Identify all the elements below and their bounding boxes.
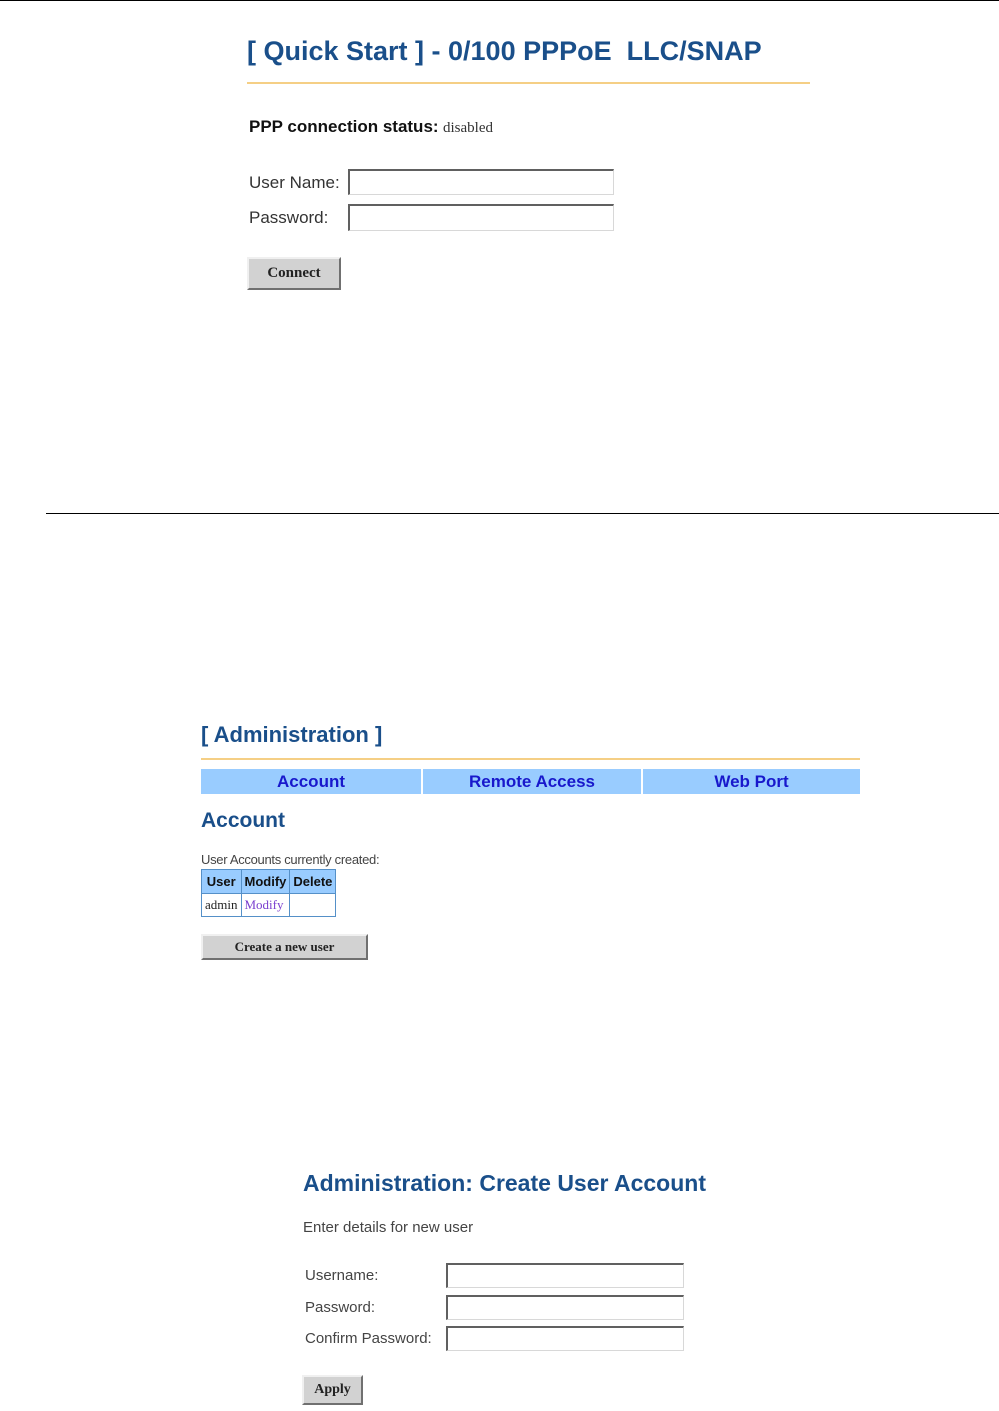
administration-title-underline — [201, 758, 860, 760]
tab-remote-access[interactable]: Remote Access — [423, 769, 641, 794]
ppp-status-label: PPP connection status: — [249, 117, 439, 136]
apply-button[interactable]: Apply — [302, 1375, 363, 1405]
username-label: User Name: — [249, 173, 340, 192]
column-header-modify: Modify — [241, 870, 290, 894]
confirm-password-label: Confirm Password: — [305, 1330, 432, 1347]
ppp-status-row — [249, 117, 493, 137]
top-rule — [0, 0, 999, 1]
accounts-caption: User Accounts currently created: — [201, 852, 380, 867]
tab-web-port[interactable]: Web Port — [643, 769, 860, 794]
column-header-delete: Delete — [290, 870, 336, 894]
administration-title: [ Administration ] — [201, 722, 383, 747]
column-header-user: User — [202, 870, 242, 894]
accounts-table-header — [202, 870, 336, 894]
cell-delete — [290, 894, 336, 917]
tab-account[interactable]: Account — [201, 769, 421, 794]
account-section-title: Account — [201, 809, 285, 832]
new-password-input[interactable] — [446, 1295, 684, 1320]
modify-link[interactable]: Modify — [241, 894, 290, 917]
username-input[interactable] — [348, 169, 614, 195]
new-username-input[interactable] — [446, 1263, 684, 1288]
password-input[interactable] — [348, 204, 614, 231]
connect-button[interactable]: Connect — [247, 257, 341, 290]
quick-start-title: [ Quick Start ] - 0/100 PPPoE LLC/SNAP — [247, 36, 762, 66]
separator-rule — [46, 513, 999, 514]
cell-user: admin — [202, 894, 242, 917]
accounts-table — [201, 869, 336, 917]
new-password-label: Password: — [305, 1299, 376, 1316]
password-label: Password: — [249, 208, 329, 227]
ppp-status-value: disabled — [443, 120, 494, 136]
confirm-password-input[interactable] — [446, 1326, 684, 1351]
create-user-title: Administration: Create User Account — [303, 1170, 706, 1196]
new-username-label: Username: — [305, 1267, 379, 1284]
quick-start-title-underline — [247, 82, 810, 84]
create-user-intro: Enter details for new user — [303, 1219, 474, 1236]
create-new-user-button[interactable]: Create a new user — [201, 934, 368, 960]
table-row — [202, 894, 336, 917]
